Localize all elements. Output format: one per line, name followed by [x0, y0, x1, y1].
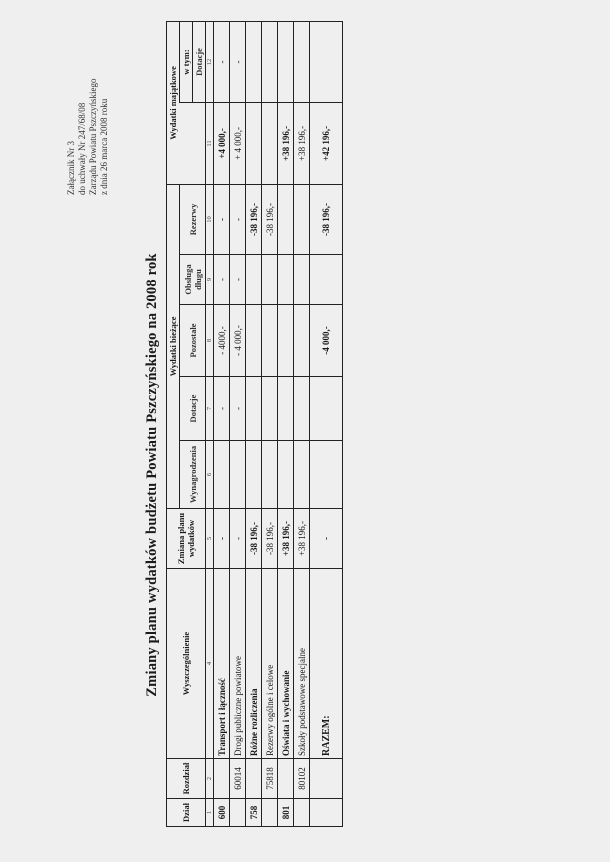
- col-pozostale: Pozostałe: [180, 305, 206, 377]
- row-majatkowe: [246, 102, 262, 184]
- row-rozdzial: 75818: [262, 759, 278, 799]
- row-dotacje-majatkowe: -: [230, 21, 246, 102]
- row-pozostale: [262, 305, 278, 377]
- row-majatkowe: +38 196,-: [278, 102, 294, 184]
- column-number-row: [206, 21, 214, 826]
- total-majatkowe: +42 196,-: [310, 102, 343, 184]
- row-obsluga-dlugu: [278, 255, 294, 305]
- row-name: Drogi publiczne powiatowe: [230, 569, 246, 759]
- row-zmiana: -: [214, 509, 230, 569]
- row-rezerwy: [278, 184, 294, 254]
- total-row: [310, 21, 343, 826]
- row-rezerwy: [294, 184, 310, 254]
- row-pozostale: [246, 305, 262, 377]
- row-dotacje: [262, 377, 278, 441]
- col-wydatki-majatkowe: Wydatki majątkowe: [167, 21, 180, 184]
- row-rozdzial: [246, 759, 262, 799]
- row-majatkowe: + 4 000,-: [230, 102, 246, 184]
- note-line: do uchwały Nr 247/68/08: [77, 102, 87, 195]
- row-pozostale: [278, 305, 294, 377]
- empty-cell: [310, 377, 343, 441]
- col-wyszczegolnienie: Wyszczególnienie: [167, 569, 206, 759]
- empty-cell: [310, 441, 343, 509]
- row-dotacje-majatkowe: -: [214, 21, 230, 102]
- total-rezerwy: -38 196,-: [310, 184, 343, 254]
- row-majatkowe: +4 000,-: [214, 102, 230, 184]
- col-zmiana: Zmiana planu wydatków: [167, 509, 206, 569]
- row-rezerwy: -38 196,-: [246, 184, 262, 254]
- row-dotacje: [246, 377, 262, 441]
- row-majatkowe: [262, 102, 278, 184]
- note-line: Zarządu Powiatu Pszczyńskiego: [88, 78, 98, 195]
- row-dzial: 758: [246, 799, 262, 827]
- col-wydatki-biezace: Wydatki bieżące: [167, 184, 180, 508]
- table-row: [262, 21, 278, 826]
- row-majatkowe: +38 196,-: [294, 102, 310, 184]
- col-num: 7: [206, 377, 214, 441]
- col-rezerwy: Rezerwy: [180, 184, 206, 254]
- row-dotacje: [278, 377, 294, 441]
- row-rozdzial: 80102: [294, 759, 310, 799]
- row-obsluga-dlugu: -: [230, 255, 246, 305]
- row-zmiana: +38 196,-: [294, 509, 310, 569]
- row-wynagrodzenia: [294, 441, 310, 509]
- table-row: [230, 21, 246, 826]
- row-wynagrodzenia: [230, 441, 246, 509]
- row-dotacje: [294, 377, 310, 441]
- row-pozostale: [294, 305, 310, 377]
- row-zmiana: -38 196,-: [262, 509, 278, 569]
- row-rozdzial: [214, 759, 230, 799]
- col-num: 11: [206, 102, 214, 184]
- table-row: [278, 21, 294, 826]
- empty-cell: [310, 21, 343, 102]
- total-pozostale: -4 000,-: [310, 305, 343, 377]
- expenditure-table: [166, 21, 343, 827]
- row-rozdzial: [278, 759, 294, 799]
- resolution-note: [66, 25, 110, 195]
- note-line: z dnia 26 marca 2008 roku: [99, 98, 109, 195]
- col-num: 8: [206, 305, 214, 377]
- table-body: [214, 21, 343, 826]
- row-rezerwy: -: [230, 184, 246, 254]
- empty-cell: [310, 759, 343, 799]
- table-row: [294, 21, 310, 826]
- empty-cell: [310, 799, 343, 827]
- col-num: 5: [206, 509, 214, 569]
- empty-cell: [310, 255, 343, 305]
- row-name: Rezerwy ogólne i celowe: [262, 569, 278, 759]
- col-rozdzial: Rozdział: [167, 759, 206, 799]
- row-name: Różne rozliczenia: [246, 569, 262, 759]
- note-line: Załącznik Nr 3: [66, 141, 76, 195]
- page-title: Zmiany planu wydatków budżetu Powiatu Pszczyńskiego na 2008 rok: [144, 253, 160, 697]
- row-obsluga-dlugu: [262, 255, 278, 305]
- row-rezerwy: -38 196,-: [262, 184, 278, 254]
- col-num: 6: [206, 441, 214, 509]
- row-obsluga-dlugu: [246, 255, 262, 305]
- row-zmiana: -: [230, 509, 246, 569]
- row-pozostale: - 4000,-: [214, 305, 230, 377]
- col-dzial: Dział: [167, 799, 206, 827]
- row-pozostale: - 4 000,-: [230, 305, 246, 377]
- row-dzial: [262, 799, 278, 827]
- row-dotacje-majatkowe: [278, 21, 294, 102]
- row-dotacje-majatkowe: [262, 21, 278, 102]
- row-zmiana: -38 196,-: [246, 509, 262, 569]
- row-name: Oświata i wychowanie: [278, 569, 294, 759]
- col-dotacje-majatkowe: Dotacje: [193, 21, 206, 102]
- total-label: RAZEM:: [310, 569, 343, 759]
- col-dotacje: Dotacje: [180, 377, 206, 441]
- table-row: [246, 21, 262, 826]
- col-wynagrodzenia: Wynagrodzenia: [180, 441, 206, 509]
- majatkowe-total-header: [180, 102, 206, 184]
- col-obsluga-dlugu: Obsługa długu: [180, 255, 206, 305]
- row-obsluga-dlugu: [294, 255, 310, 305]
- row-rozdzial: 60014: [230, 759, 246, 799]
- table-row: [214, 21, 230, 826]
- row-dzial: [294, 799, 310, 827]
- row-name: Transport i łączność: [214, 569, 230, 759]
- col-num: 9: [206, 255, 214, 305]
- col-num: 1: [206, 799, 214, 827]
- row-dzial: 801: [278, 799, 294, 827]
- col-num: 4: [206, 569, 214, 759]
- row-rezerwy: -: [214, 184, 230, 254]
- row-wynagrodzenia: [278, 441, 294, 509]
- col-num: 2: [206, 759, 214, 799]
- row-dotacje-majatkowe: [294, 21, 310, 102]
- row-wynagrodzenia: [262, 441, 278, 509]
- row-dotacje: -: [214, 377, 230, 441]
- row-zmiana: +38 196,-: [278, 509, 294, 569]
- rotated-page: [6, 10, 601, 855]
- col-w-tym: w tym:: [180, 21, 193, 102]
- col-num: 10: [206, 184, 214, 254]
- row-name: Szkoły podstawowe specjalne: [294, 569, 310, 759]
- row-dzial: 600: [214, 799, 230, 827]
- col-num: 12: [206, 21, 214, 102]
- row-obsluga-dlugu: -: [214, 255, 230, 305]
- row-wynagrodzenia: [214, 441, 230, 509]
- row-wynagrodzenia: [246, 441, 262, 509]
- row-dzial: [230, 799, 246, 827]
- row-dotacje: -: [230, 377, 246, 441]
- row-dotacje-majatkowe: [246, 21, 262, 102]
- total-zmiana: -: [310, 509, 343, 569]
